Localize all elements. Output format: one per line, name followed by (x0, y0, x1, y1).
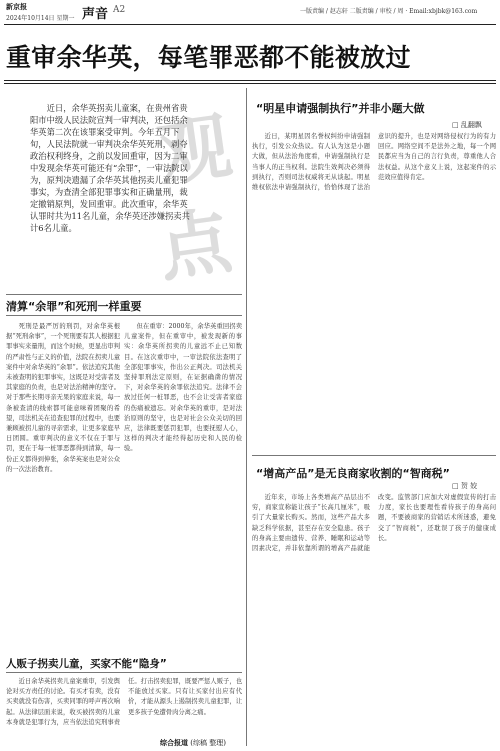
lower-left-byline (160, 738, 226, 748)
section-name: 声音 (82, 7, 109, 22)
headline-rule-top (4, 80, 496, 81)
right-bottom-byline: □ 贺 姣 (452, 482, 478, 490)
right-bottom-top-rule (252, 455, 496, 456)
masthead-rule (4, 24, 496, 25)
left-article-body: 死刑是最严厉的刑罚，对余华英根据“死刑余事”，一个死刑要有其人根据犯罪事实来量刑，而这个时候，更显出审判的严肃性与正义的价值，法院在拐卖儿童案件中对余华英的“余罪”。依法追究其他未被查明的犯罪事实，这既是对受害者及其家庭的负责，也是对法治精神的坚守。对于那些长期寻亲无果的家庭来说，每一条被查清的线索都可能意味着团聚的希望，司法机关在追查犯罪的过程中，也要兼顾被拐儿童的寻亲需求，让更多家庭早日团圆。重审判决的意义不仅在于罪与罚，更在于每一桩罪恶都得到清算，每一份正义都得到伸张，余华英案也是对公众的一次法治教育。 (6, 323, 120, 473)
page-number: A2 (113, 5, 126, 15)
issue-date: 2024年10月14日 星期一 (6, 15, 75, 22)
lower-left-article-body: 近日余华英拐卖儿童案重审，引发舆论对买方责任的讨论。有买才有卖，没有买卖就没有伤害，买卖同罪的呼声再次响起。从法律层面来说，收买被拐卖的儿童本身就是犯罪行为，应当依法追究刑事责任。打击拐卖犯罪，既要严惩人贩子，也不能放过买家。只有让买家付出应有代价，才能从源头上遏制拐卖儿童犯罪，让更多孩子免遭骨肉分离之痛。 (6, 678, 242, 726)
lead-paragraph: 近日，余华英拐卖儿童案，在贵州省贵阳市中级人民法院宣判一审判决，还包括余华英第二次在该罪案受审判。今年五月下旬，人民法院就一审判决余华英死刑，剥夺政治权利终身，之前以发回重审，因为二审中发现余华英可能还有“余罪”，一审法院以为，原判决遗漏了余华英其他拐卖儿童犯罪事实，为查清全部犯罪事实和正确量刑，裁定撤销原判，发回重审。此次重审，余华英认罪时共为11名儿童，余华英还涉嫌拐卖共计6名儿童。 (30, 103, 190, 233)
guandian-block (10, 92, 240, 292)
dian-watermark: 点 (153, 197, 237, 292)
left-article-title: 清算“余罪”和死刑一样重要 (6, 300, 142, 313)
guan-watermark: 观 (153, 102, 237, 197)
left-article-title-rule (6, 315, 242, 316)
right-top-article-title: “明星申请强制执行”并非小题大做 (256, 102, 425, 115)
right-top-article-body: 近日，某明星因名誉权纠纷申请强制执行，引发公众热议。有人认为这是小题大做，但从法治角度看，申请强制执行是当事人的正当权利。法院生效判决必须得到执行，否则司法权威将无从谈起。明星维权依法申请强制执行，恰恰体现了法治意识的提升，也是对网络侵权行为的有力回应。网络空间不是法外之地，每一个网民都应当为自己的言行负责，尊重他人合法权益。从这个意义上说，这起案件的示范效应值得肯定。 (252, 133, 496, 192)
lower-left-article-rule (6, 672, 242, 673)
lower-left-byline-tail: (综稿 整理) (190, 739, 226, 747)
masthead (0, 0, 500, 26)
column-divider (246, 88, 247, 746)
lower-left-article-title: 人贩子拐卖儿童，买家不能“隐身” (6, 658, 167, 670)
middle-article-body: 但在重审：2000年，余华英重回拐卖儿童案件，但在重审中，被发现新的事实：余华英所拐卖的儿童远不止已知数目。在这次重审中，一审法院依法查明了全部犯罪事实，作出公正判决。司法机关坚持罪刑法定原则，在证据确凿的情况下，对余华英的余罪依法追究。法律不会放过任何一桩罪恶，也不会让受害者家庭的伤痛被遗忘。对余华英的重审，是对法治原则的坚守，也是对社会公众关切的回应，法律既要惩罚犯罪，也要抚慰人心，这样的判决才能经得起历史和人民的检验。 (124, 323, 242, 453)
right-top-byline: □ 乱翻飘 (452, 121, 482, 129)
editor-info: 一版责编 / 赵志轩 二版责编 / 审校 / 周 · Email:xbjbk@163.com (300, 8, 478, 15)
right-bottom-article-body: 近年来，市场上各类增高产品层出不穷，商家宣称能让孩子“长高几厘米”，吸引了大量家长购买。然而，这些产品大多缺乏科学依据，甚至存在安全隐患。孩子的身高主要由遗传、营养、睡眠和运动等因素决定，并非依靠所谓的增高产品就能改变。监管部门应加大对虚假宣传的打击力度，家长也要理性看待孩子的身高问题，不要被商家的营销话术所迷惑，避免交了“智商税”，还耽误了孩子的健康成长。 (252, 494, 496, 553)
left-article-top-rule (6, 294, 242, 295)
headline-rule-bottom (4, 83, 496, 84)
paper-name: 新京报 (6, 2, 27, 11)
page-headline: 重审余华英，每笔罪恶都不能被放过 (6, 43, 411, 72)
right-bottom-article-title: “增高产品”是无良商家收割的“智商税” (256, 467, 450, 480)
lower-left-byline-name: 综合报道 (160, 738, 188, 747)
